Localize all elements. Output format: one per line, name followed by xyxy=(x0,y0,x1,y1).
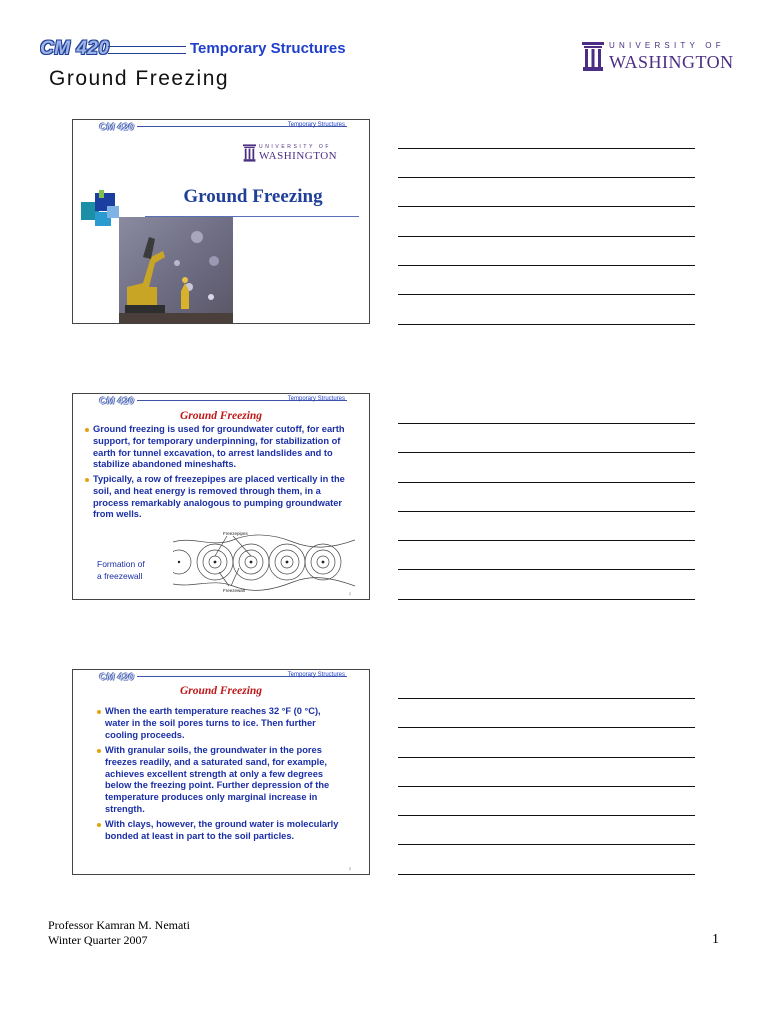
slide-course-code: CM 420 xyxy=(99,122,135,133)
note-line xyxy=(398,324,695,325)
note-line xyxy=(398,236,695,237)
freezewall-diagram xyxy=(173,530,355,594)
university-logo xyxy=(582,42,734,71)
bullet-dot-icon xyxy=(85,428,89,432)
page-title: Ground Freezing xyxy=(49,67,230,90)
bullet-item: With clays, however, the ground water is molecularly bonded at least in part to the soil particles. xyxy=(105,819,347,843)
university-seal-icon xyxy=(582,42,604,71)
slide-number: 3 xyxy=(348,866,351,871)
page-footer xyxy=(48,918,190,948)
note-line xyxy=(398,727,695,728)
course-name: Temporary Structures xyxy=(190,40,346,57)
header-rule xyxy=(108,46,186,54)
slide-course-name: Temporary Structures xyxy=(287,122,345,128)
note-line xyxy=(398,206,695,207)
diagram-label-freezepipes: Freezepipes xyxy=(223,531,248,536)
note-line xyxy=(398,294,695,295)
note-line xyxy=(398,599,695,600)
slide-number: 2 xyxy=(348,591,351,596)
logo-text-top: UNIVERSITY OF xyxy=(609,41,725,50)
note-line xyxy=(398,482,695,483)
bullet-dot-icon xyxy=(97,823,101,827)
slide-university-logo xyxy=(243,144,337,162)
note-line xyxy=(398,148,695,149)
note-line xyxy=(398,511,695,512)
construction-photo xyxy=(119,217,233,323)
slide-2 xyxy=(72,393,370,600)
slide-heading: Ground Freezing xyxy=(179,410,263,422)
slide-course-name: Temporary Structures xyxy=(287,396,345,402)
bullet-dot-icon xyxy=(85,478,89,482)
course-code: CM 420 xyxy=(40,38,110,59)
bullet-item: Ground freezing is used for groundwater cutoff, for earth support, for temporary underpinning, for stabilization of earth for tunnel excavation, to arrest landslides and to stabilize abandoned mineshafts. xyxy=(93,424,359,471)
university-seal-icon xyxy=(243,144,256,162)
slide-heading: Ground Freezing xyxy=(179,685,263,697)
bullet-item: When the earth temperature reaches 32 °F (0 °C), water in the soil pores turns to ice. Then further cooling proceeds. xyxy=(105,706,347,741)
footer-author: Professor Kamran M. Nemati xyxy=(48,918,190,932)
slide-3 xyxy=(72,669,370,875)
note-line xyxy=(398,540,695,541)
note-line xyxy=(398,569,695,570)
bullet-item: Typically, a row of freezepipes are placed vertically in the soil, and heat energy is removed through them, in a process remarkably analogous to pumping groundwater from wells. xyxy=(93,474,359,521)
diagram-label-freezewall: Freezewall xyxy=(223,588,245,593)
bullet-item: With granular soils, the groundwater in the pores freezes readily, and a saturated sand, for example, achieves excellent strength at only a few degrees below the freezing point. Further depression of the temperature produces only marginal increase in strength. xyxy=(105,745,347,816)
slide-course-name: Temporary Structures xyxy=(287,672,345,678)
slide-course-code: CM 420 xyxy=(99,396,135,407)
note-line xyxy=(398,874,695,875)
decor-square xyxy=(99,190,104,198)
note-line xyxy=(398,177,695,178)
bullet-dot-icon xyxy=(97,710,101,714)
slide-logo-text-top: UNIVERSITY OF xyxy=(259,143,332,150)
decor-square xyxy=(107,206,119,218)
diagram-caption: Formation of a freezewall xyxy=(97,559,145,581)
slide-1 xyxy=(72,119,370,324)
slide-title: Ground Freezing xyxy=(183,186,323,207)
note-line xyxy=(398,423,695,424)
note-line xyxy=(398,265,695,266)
note-line xyxy=(398,757,695,758)
note-line xyxy=(398,786,695,787)
footer-term: Winter Quarter 2007 xyxy=(48,933,148,947)
bullet-dot-icon xyxy=(97,749,101,753)
slide-course-code: CM 420 xyxy=(99,672,135,683)
page-number: 1 xyxy=(712,932,719,947)
logo-text-bottom: WASHINGTON xyxy=(609,52,734,72)
slide-logo-text-bottom: WASHINGTON xyxy=(259,149,338,162)
note-line xyxy=(398,452,695,453)
note-line xyxy=(398,698,695,699)
note-line xyxy=(398,815,695,816)
note-line xyxy=(398,844,695,845)
